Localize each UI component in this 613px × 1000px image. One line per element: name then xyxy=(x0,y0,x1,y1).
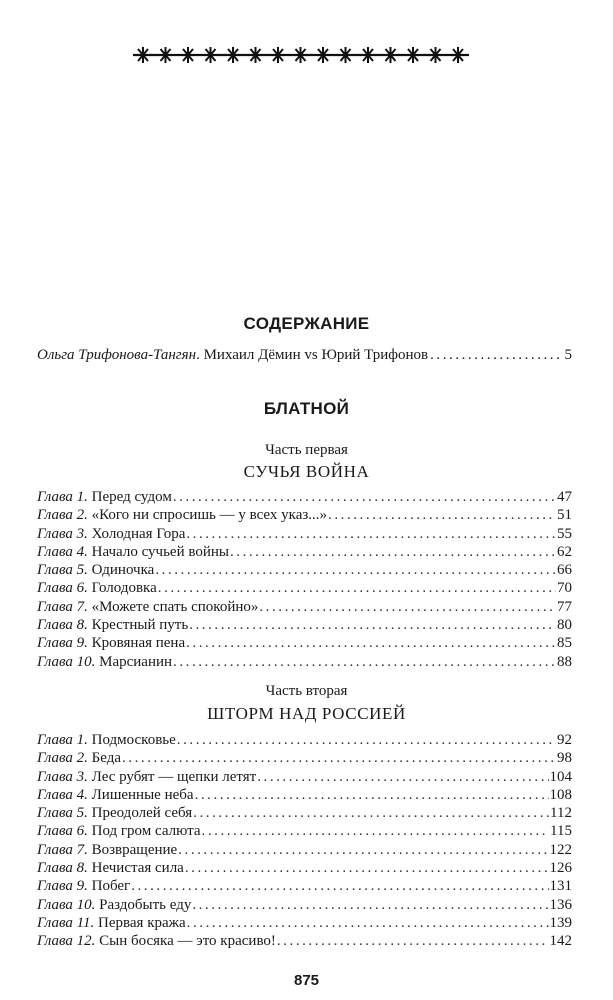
leader-dots xyxy=(257,768,548,786)
leader-dots xyxy=(195,786,549,804)
toc-entry[interactable] xyxy=(37,731,572,749)
leader-dots xyxy=(131,877,548,895)
leader-dots xyxy=(328,506,556,524)
toc-entry[interactable] xyxy=(37,561,572,579)
chapter-page: 85 xyxy=(557,635,572,652)
toc-entry[interactable] xyxy=(37,525,572,543)
toc-entry[interactable] xyxy=(37,859,572,877)
chapter-number: Глава 1. xyxy=(37,732,88,748)
chapter-number: Глава 12. xyxy=(37,933,96,950)
part1-label: Часть первая xyxy=(265,442,348,458)
chapter-page: 51 xyxy=(557,507,572,524)
chapter-title: Лишенные неба xyxy=(91,786,194,803)
toc-entry[interactable] xyxy=(37,749,572,767)
chapter-page: 126 xyxy=(549,860,572,877)
chapter-title: Перед судом xyxy=(91,489,172,505)
toc-entry[interactable] xyxy=(37,932,572,950)
leader-dots xyxy=(155,561,556,579)
chapter-page: 88 xyxy=(557,653,572,670)
book-title: БЛАТНОЙ xyxy=(263,399,350,418)
leader-dots xyxy=(192,896,548,914)
chapter-title: Одиночка xyxy=(91,562,155,579)
part2-title: ШТОРМ НАД РОССИЕЙ xyxy=(207,704,406,723)
chapter-page: 47 xyxy=(557,489,572,505)
toc-entry[interactable] xyxy=(37,579,572,597)
chapter-number: Глава 8. xyxy=(37,860,88,877)
intro-entry[interactable] xyxy=(37,347,572,364)
chapter-page: 142 xyxy=(549,933,572,950)
chapter-page: 70 xyxy=(557,580,572,597)
chapter-title: Марсианин xyxy=(99,653,173,670)
part2-toc xyxy=(37,731,572,951)
chapter-page: 136 xyxy=(549,896,572,913)
leader-dots xyxy=(186,634,556,652)
chapter-number: Глава 10. xyxy=(37,653,96,670)
toc-entry[interactable] xyxy=(37,543,572,561)
chapter-number: Глава 3. xyxy=(37,768,88,785)
toc-entry[interactable] xyxy=(37,598,572,616)
intro-title: Михаил Дёмин vs Юрий Трифонов xyxy=(203,347,429,363)
chapter-title: Начало сучьей войны xyxy=(91,543,229,560)
toc-entry[interactable] xyxy=(37,786,572,804)
chapter-page: 139 xyxy=(549,914,572,931)
barbed-wire-ornament xyxy=(133,44,469,66)
leader-dots xyxy=(202,822,550,840)
chapter-number: Глава 4. xyxy=(37,543,88,560)
part2-label: Часть вторая xyxy=(265,683,348,699)
part1-toc xyxy=(37,488,572,671)
toc-entry[interactable] xyxy=(37,896,572,914)
leader-dots xyxy=(178,841,548,859)
intro-author: Ольга Трифонова-Тангян xyxy=(37,347,197,363)
part1-title: СУЧЬЯ ВОЙНА xyxy=(243,462,370,481)
toc-entry[interactable] xyxy=(37,768,572,786)
toc-entry[interactable] xyxy=(37,822,572,840)
chapter-page: 112 xyxy=(550,805,572,822)
leader-dots xyxy=(189,616,556,634)
chapter-page: 122 xyxy=(549,841,572,858)
chapter-title: Крестный путь xyxy=(91,617,189,634)
leader-dots xyxy=(173,653,556,671)
toc-entry[interactable] xyxy=(37,616,572,634)
chapter-number: Глава 10. xyxy=(37,896,96,913)
toc-entry[interactable] xyxy=(37,488,572,506)
toc-entry[interactable] xyxy=(37,634,572,652)
chapter-number: Глава 7. xyxy=(37,598,88,615)
chapter-page: 108 xyxy=(549,786,572,803)
leader-dots xyxy=(177,731,556,749)
chapter-title: Кровяная пена xyxy=(91,635,186,652)
leader-dots xyxy=(158,579,556,597)
chapter-title: Возвращение xyxy=(91,841,178,858)
leader-dots xyxy=(185,859,549,877)
chapter-number: Глава 2. xyxy=(37,750,88,767)
chapter-page: 80 xyxy=(557,617,572,634)
leader-dots xyxy=(187,914,549,932)
toc-entry[interactable] xyxy=(37,804,572,822)
chapter-number: Глава 7. xyxy=(37,841,88,858)
chapter-number: Глава 4. xyxy=(37,786,88,803)
leader-dots xyxy=(259,598,556,616)
contents-heading: СОДЕРЖАНИЕ xyxy=(243,314,370,333)
page-number: 875 xyxy=(293,972,320,989)
chapter-number: Глава 5. xyxy=(37,562,88,579)
chapter-number: Глава 9. xyxy=(37,635,88,652)
chapter-number: Глава 9. xyxy=(37,878,88,895)
chapter-page: 98 xyxy=(557,750,572,767)
chapter-number: Глава 5. xyxy=(37,805,88,822)
chapter-number: Глава 1. xyxy=(37,489,88,505)
chapter-title: «Кого ни спросишь — у всех указ...» xyxy=(91,507,328,524)
intro-page: 5 xyxy=(564,347,572,363)
chapter-page: 131 xyxy=(549,878,572,895)
chapter-title: Подмосковье xyxy=(91,732,176,748)
chapter-title: Голодовка xyxy=(91,580,157,597)
toc-entry[interactable] xyxy=(37,877,572,895)
chapter-title: Лес рубят — щепки летят xyxy=(91,768,257,785)
chapter-number: Глава 6. xyxy=(37,823,88,840)
chapter-title: Раздобыть еду xyxy=(99,896,192,913)
chapter-title: Побег xyxy=(91,878,131,895)
leader-dots xyxy=(230,543,556,561)
chapter-number: Глава 8. xyxy=(37,617,88,634)
chapter-number: Глава 2. xyxy=(37,507,88,524)
chapter-page: 62 xyxy=(557,543,572,560)
chapter-title: Нечистая сила xyxy=(91,860,184,877)
chapter-title: Первая кража xyxy=(98,914,186,931)
chapter-title: Сын босяка — это красиво! xyxy=(99,933,276,950)
leader-dots xyxy=(173,488,556,506)
toc-entry[interactable] xyxy=(37,841,572,859)
chapter-page: 104 xyxy=(549,768,572,785)
toc-entry[interactable] xyxy=(37,653,572,671)
leader-dots xyxy=(430,347,562,364)
leader-dots xyxy=(186,525,556,543)
toc-entry[interactable] xyxy=(37,914,572,932)
chapter-title: Под гром салюта xyxy=(91,823,201,840)
toc-entry[interactable] xyxy=(37,506,572,524)
chapter-title: Беда xyxy=(91,750,121,767)
leader-dots xyxy=(193,804,549,822)
chapter-number: Глава 11. xyxy=(37,914,95,931)
chapter-number: Глава 6. xyxy=(37,580,88,597)
chapter-page: 92 xyxy=(557,732,572,748)
chapter-title: «Можете спать спокойно» xyxy=(91,598,259,615)
chapter-page: 77 xyxy=(557,598,572,615)
leader-dots xyxy=(277,932,549,950)
chapter-title: Холодная Гора xyxy=(91,525,186,542)
chapter-page: 115 xyxy=(550,823,572,840)
chapter-page: 66 xyxy=(557,562,572,579)
leader-dots xyxy=(122,749,556,767)
chapter-number: Глава 3. xyxy=(37,525,88,542)
intro-separator: . xyxy=(196,347,200,363)
chapter-title: Преодолей себя xyxy=(91,805,193,822)
chapter-page: 55 xyxy=(557,525,572,542)
